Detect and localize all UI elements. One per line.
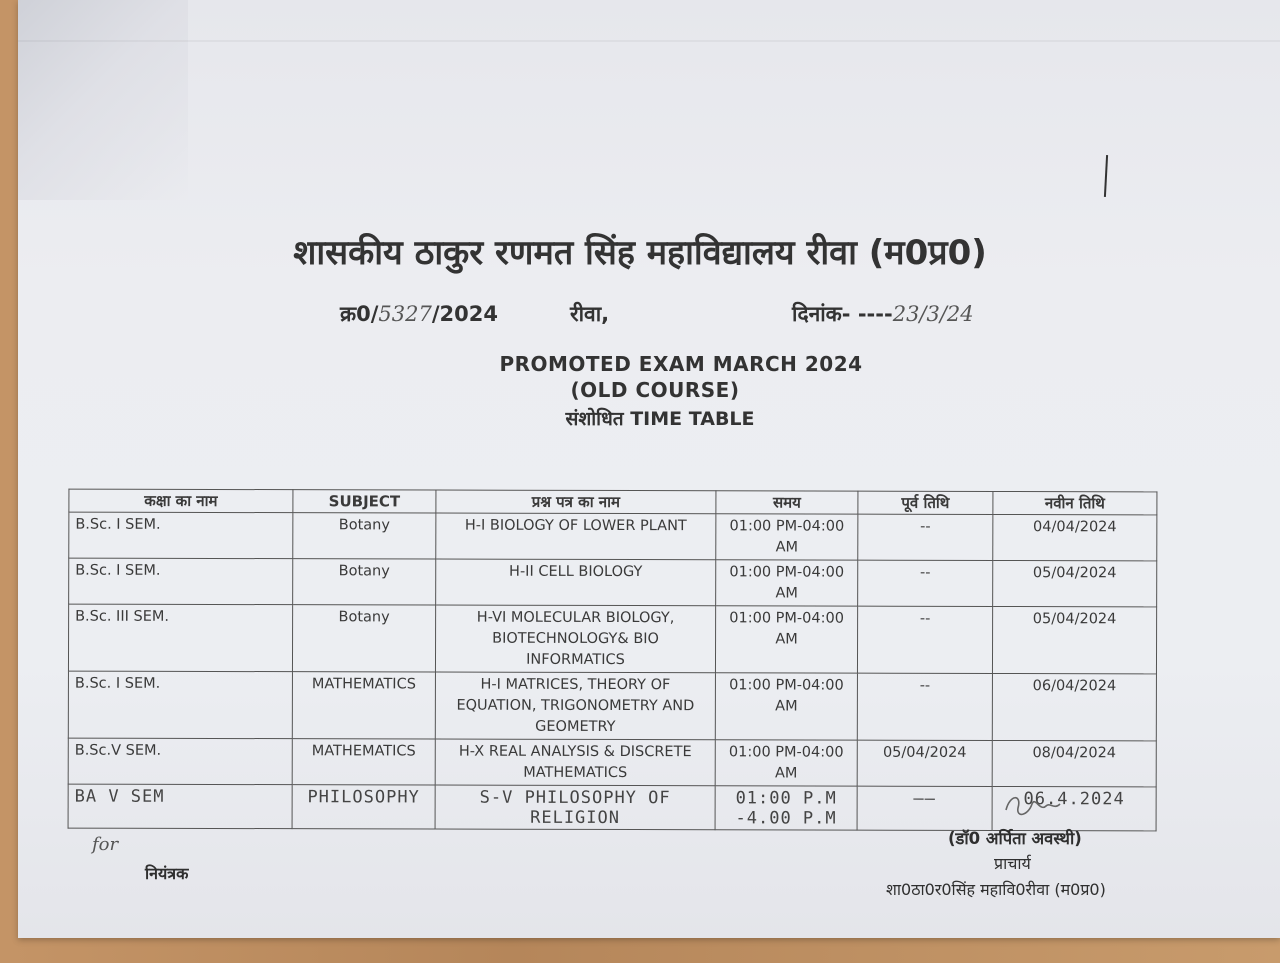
cell-old-date: 05/04/2024 bbox=[857, 740, 992, 786]
cell-new-date: 05/04/2024 bbox=[993, 560, 1157, 606]
cell-subject: Botany bbox=[292, 605, 435, 672]
cell-class: B.Sc.V SEM. bbox=[68, 738, 292, 785]
reference-number bbox=[340, 300, 498, 328]
header-subject: SUBJECT bbox=[293, 490, 436, 513]
handwritten-table-row bbox=[68, 784, 1156, 831]
cell-old-date: -- bbox=[858, 560, 993, 606]
table-row bbox=[68, 671, 1156, 741]
college-short-name: शा0ठा0र0सिंह महावि0रीवा (म0प्र0) bbox=[886, 880, 1106, 899]
issue-date bbox=[792, 300, 974, 328]
header-new-date: नवीन तिथि bbox=[993, 491, 1157, 514]
cell-time: 01:00 PM-04:00 AM bbox=[715, 740, 857, 786]
cell-class: B.Sc. I SEM. bbox=[69, 512, 293, 559]
cell-old-date: -- bbox=[857, 673, 992, 740]
cell-new-date: 08/04/2024 bbox=[992, 740, 1156, 786]
cell-new-date: 04/04/2024 bbox=[993, 514, 1157, 560]
cell-old-date: -- bbox=[857, 606, 992, 673]
cell-time: 01:00 PM-04:00 AM bbox=[716, 560, 858, 606]
principal-role: प्राचार्य bbox=[994, 854, 1031, 873]
cell-paper: H-X REAL ANALYSIS & DISCRETE MATHEMATICS bbox=[435, 739, 715, 786]
paper-fold-shadow bbox=[18, 0, 188, 200]
course-subtitle: (OLD COURSE) bbox=[570, 378, 740, 402]
ref-number-handwritten: 5327 bbox=[378, 302, 432, 326]
cell-time: 01:00 P.M -4.00 P.M bbox=[715, 786, 857, 830]
controller-label: नियंत्रक bbox=[145, 864, 189, 883]
principal-name: (डॉ0 अर्पिता अवस्थी) bbox=[948, 829, 1082, 848]
header-old-date: पूर्व तिथि bbox=[858, 491, 993, 514]
cell-time: 01:00 PM-04:00 AM bbox=[715, 606, 857, 673]
table-row bbox=[68, 738, 1156, 787]
cell-paper: H-VI MOLECULAR BIOLOGY, BIOTECHNOLOGY& BIO INFORMATICS bbox=[435, 605, 715, 673]
cell-new-date: 06/04/2024 bbox=[992, 673, 1156, 740]
cell-time: 01:00 PM-04:00 AM bbox=[715, 673, 857, 740]
timetable-title: संशोधित TIME TABLE bbox=[565, 408, 755, 430]
table-row bbox=[68, 604, 1156, 674]
ref-suffix: /2024 bbox=[431, 302, 498, 326]
paper-crease bbox=[18, 40, 1280, 42]
ref-prefix: क्र0/ bbox=[340, 302, 379, 326]
cell-class: B.Sc. III SEM. bbox=[68, 604, 292, 672]
cell-new-date: 05/04/2024 bbox=[992, 606, 1156, 673]
timetable bbox=[68, 489, 1158, 832]
cell-subject: MATHEMATICS bbox=[292, 739, 435, 785]
college-title: शासकीय ठाकुर रणमत सिंह महाविद्यालय रीवा (म0प्र0) bbox=[293, 233, 987, 273]
cell-class: B.Sc. I SEM. bbox=[68, 671, 292, 739]
cell-paper: H-I MATRICES, THEORY OF EQUATION, TRIGONOMETRY AND GEOMETRY bbox=[435, 672, 715, 740]
cell-paper: H-I BIOLOGY OF LOWER PLANT bbox=[436, 513, 716, 560]
signature-scribble bbox=[1002, 790, 1062, 822]
header-time: समय bbox=[716, 491, 858, 514]
place: रीवा, bbox=[570, 302, 610, 326]
table-row bbox=[69, 512, 1157, 561]
date-label: दिनांक- ---- bbox=[792, 302, 893, 326]
table-header-row bbox=[69, 489, 1157, 515]
header-class: कक्षा का नाम bbox=[69, 489, 293, 513]
cell-old-date: -- bbox=[858, 514, 993, 560]
cell-class: B.Sc. I SEM. bbox=[69, 558, 293, 605]
for-note: for bbox=[92, 834, 119, 855]
cell-class: BA V SEM bbox=[68, 784, 292, 829]
cell-subject: PHILOSOPHY bbox=[292, 785, 435, 829]
date-handwritten: 23/3/24 bbox=[892, 302, 974, 326]
table-row bbox=[69, 558, 1157, 607]
header-paper: प्रश्न पत्र का नाम bbox=[436, 490, 716, 514]
exam-title: PROMOTED EXAM MARCH 2024 bbox=[499, 352, 863, 376]
cell-subject: MATHEMATICS bbox=[292, 672, 435, 739]
cell-new-date: 06.4.2024 bbox=[992, 786, 1156, 830]
cell-time: 01:00 PM-04:00 AM bbox=[716, 514, 858, 560]
cell-subject: Botany bbox=[293, 513, 436, 559]
cell-paper: H-II CELL BIOLOGY bbox=[436, 559, 716, 606]
cell-subject: Botany bbox=[293, 559, 436, 605]
cell-paper: S-V PHILOSOPHY OF RELIGION bbox=[435, 785, 715, 830]
cell-old-date: —— bbox=[857, 786, 992, 830]
